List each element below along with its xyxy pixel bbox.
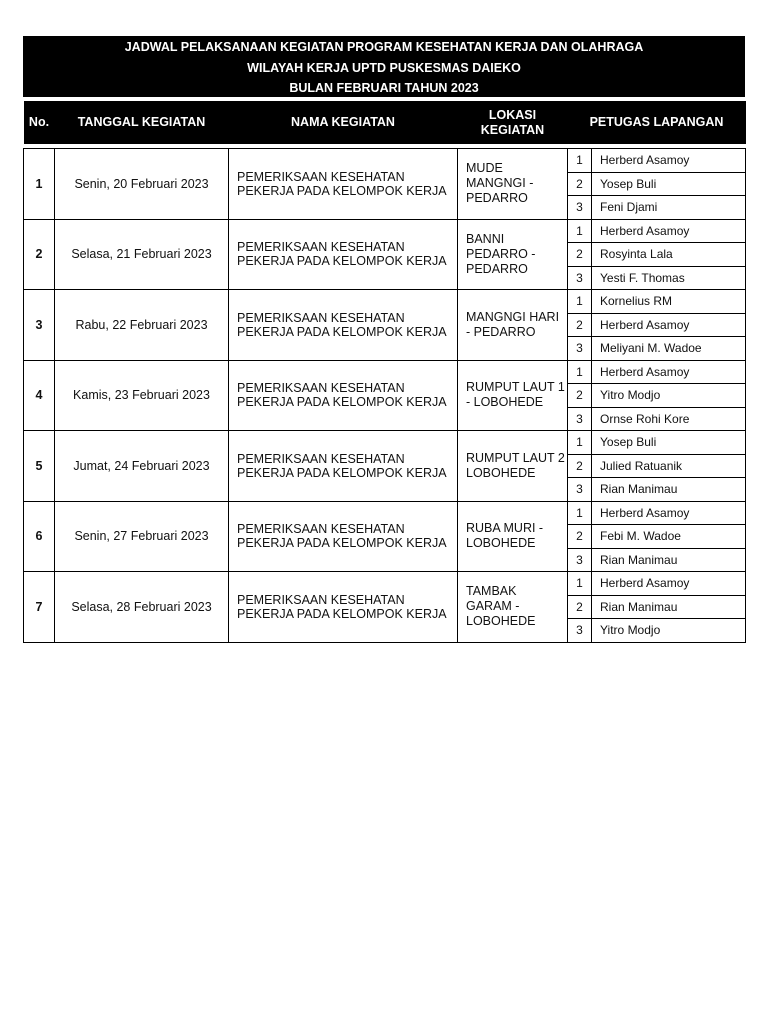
- officer-name: Rian Manimau: [592, 595, 746, 619]
- officer-number: 3: [568, 478, 592, 502]
- officer-number: 2: [568, 595, 592, 619]
- officer-name: Rian Manimau: [592, 548, 746, 572]
- table-row: [24, 360, 746, 384]
- officer-name: Herberd Asamoy: [592, 149, 746, 173]
- activity-location: [458, 572, 568, 643]
- title-line-3: BULAN FEBRUARI TAHUN 2023: [289, 81, 479, 95]
- activity-name-line: PEKERJA PADA KELOMPOK KERJA: [237, 324, 447, 339]
- activity-location: [458, 149, 568, 220]
- table-row: [24, 290, 746, 314]
- officer-name: Febi M. Wadoe: [592, 525, 746, 549]
- officer-number: 2: [568, 525, 592, 549]
- activity-date: Kamis, 23 Februari 2023: [55, 360, 229, 431]
- officer-number: 3: [568, 266, 592, 290]
- officer-name: Julied Ratuanik: [592, 454, 746, 478]
- location-line: RUMPUT LAUT 2: [466, 450, 565, 465]
- location-line: LOBOHEDE: [466, 465, 536, 480]
- officer-name: Feni Djami: [592, 196, 746, 220]
- activity-location: [458, 360, 568, 431]
- table-row: [24, 149, 746, 173]
- location-line: GARAM -: [466, 599, 520, 614]
- officer-name: Yosep Buli: [592, 431, 746, 455]
- location-line: PEDARRO: [466, 261, 528, 276]
- location-line: RUBA MURI -: [466, 521, 544, 536]
- activity-date: Jumat, 24 Februari 2023: [55, 431, 229, 502]
- row-number: 3: [24, 290, 55, 361]
- officer-number: 3: [568, 548, 592, 572]
- table-row: [24, 431, 746, 455]
- location-line: LOBOHEDE: [466, 536, 536, 551]
- location-line: LOBOHEDE: [466, 614, 536, 629]
- row-number: 6: [24, 501, 55, 572]
- table-body: [24, 149, 746, 643]
- table-row: [24, 219, 746, 243]
- activity-name-line: PEKERJA PADA KELOMPOK KERJA: [237, 183, 447, 198]
- location-line: PEDARRO: [466, 191, 528, 206]
- officer-name: Ornse Rohi Kore: [592, 407, 746, 431]
- activity-location: [458, 219, 568, 290]
- activity-name-line: PEKERJA PADA KELOMPOK KERJA: [237, 536, 447, 551]
- activity-location: [458, 501, 568, 572]
- officer-name: Herberd Asamoy: [592, 313, 746, 337]
- title-line-2: WILAYAH KERJA UPTD PUSKESMAS DAIEKO: [247, 60, 521, 75]
- location-line: MANGNGI -: [466, 176, 534, 191]
- header-lokasi-line-2: KEGIATAN: [480, 122, 545, 137]
- activity-name-line: PEKERJA PADA KELOMPOK KERJA: [237, 395, 447, 410]
- header-lokasi: [458, 101, 568, 144]
- activity-name-line: PEMERIKSAAN KESEHATAN: [237, 169, 405, 184]
- officer-name: Herberd Asamoy: [592, 501, 746, 525]
- officer-name: Meliyani M. Wadoe: [592, 337, 746, 361]
- officer-number: 2: [568, 313, 592, 337]
- header-tanggal: TANGGAL KEGIATAN: [55, 101, 229, 144]
- location-line: PEDARRO -: [466, 246, 536, 261]
- officer-number: 1: [568, 360, 592, 384]
- header-nama: NAMA KEGIATAN: [229, 101, 458, 144]
- officer-number: 1: [568, 431, 592, 455]
- location-line: - PEDARRO: [466, 324, 536, 339]
- officer-number: 2: [568, 243, 592, 267]
- activity-name: [229, 501, 458, 572]
- officer-number: 2: [568, 384, 592, 408]
- activity-date: Rabu, 22 Februari 2023: [55, 290, 229, 361]
- location-line: MANGNGI HARI: [466, 309, 560, 324]
- row-number: 1: [24, 149, 55, 220]
- row-number: 7: [24, 572, 55, 643]
- location-line: MUDE: [466, 161, 503, 176]
- row-number: 2: [24, 219, 55, 290]
- officer-number: 1: [568, 149, 592, 173]
- activity-location: [458, 290, 568, 361]
- officer-name: Kornelius RM: [592, 290, 746, 314]
- officer-name: Herberd Asamoy: [592, 360, 746, 384]
- location-line: RUMPUT LAUT 1: [466, 380, 565, 395]
- activity-name-line: PEKERJA PADA KELOMPOK KERJA: [237, 254, 447, 269]
- schedule-table: [23, 101, 746, 643]
- activity-name-line: PEMERIKSAAN KESEHATAN: [237, 451, 405, 466]
- officer-name: Herberd Asamoy: [592, 219, 746, 243]
- document-title: [23, 36, 745, 97]
- location-line: BANNI: [466, 231, 505, 246]
- activity-name-line: PEMERIKSAAN KESEHATAN: [237, 310, 405, 325]
- table-row: [24, 572, 746, 596]
- officer-number: 1: [568, 572, 592, 596]
- header-no: No.: [24, 101, 55, 144]
- officer-name: Herberd Asamoy: [592, 572, 746, 596]
- activity-name: [229, 149, 458, 220]
- activity-name: [229, 290, 458, 361]
- row-number: 4: [24, 360, 55, 431]
- activity-date: Senin, 20 Februari 2023: [55, 149, 229, 220]
- table-row: [24, 501, 746, 525]
- activity-location: [458, 431, 568, 502]
- activity-name: [229, 431, 458, 502]
- location-line: - LOBOHEDE: [466, 395, 544, 410]
- location-line: TAMBAK: [466, 584, 517, 599]
- officer-name: Rian Manimau: [592, 478, 746, 502]
- officer-name: Yesti F. Thomas: [592, 266, 746, 290]
- activity-name-line: PEMERIKSAAN KESEHATAN: [237, 381, 405, 396]
- officer-number: 1: [568, 501, 592, 525]
- title-line-1: JADWAL PELAKSANAAN KEGIATAN PROGRAM KESEHATAN KERJA DAN OLAHRAGA: [124, 40, 644, 54]
- officer-name: Yitro Modjo: [592, 619, 746, 643]
- officer-number: 3: [568, 619, 592, 643]
- activity-date: Selasa, 28 Februari 2023: [55, 572, 229, 643]
- officer-number: 2: [568, 172, 592, 196]
- officer-number: 1: [568, 219, 592, 243]
- officer-number: 1: [568, 290, 592, 314]
- activity-name: [229, 219, 458, 290]
- header-petugas: PETUGAS LAPANGAN: [568, 101, 746, 144]
- table-header-row: [24, 101, 746, 144]
- officer-name: Yosep Buli: [592, 172, 746, 196]
- officer-number: 3: [568, 196, 592, 220]
- activity-name-line: PEMERIKSAAN KESEHATAN: [237, 240, 405, 255]
- row-number: 5: [24, 431, 55, 502]
- officer-number: 3: [568, 337, 592, 361]
- activity-name-line: PEKERJA PADA KELOMPOK KERJA: [237, 465, 447, 480]
- schedule-document: [23, 36, 745, 643]
- activity-name: [229, 572, 458, 643]
- officer-number: 3: [568, 407, 592, 431]
- activity-name: [229, 360, 458, 431]
- header-lokasi-line-1: LOKASI: [488, 107, 537, 122]
- officer-number: 2: [568, 454, 592, 478]
- officer-name: Yitro Modjo: [592, 384, 746, 408]
- activity-name-line: PEMERIKSAAN KESEHATAN: [237, 522, 405, 537]
- activity-name-line: PEMERIKSAAN KESEHATAN: [237, 592, 405, 607]
- officer-name: Rosyinta Lala: [592, 243, 746, 267]
- activity-date: Selasa, 21 Februari 2023: [55, 219, 229, 290]
- activity-name-line: PEKERJA PADA KELOMPOK KERJA: [237, 606, 447, 621]
- activity-date: Senin, 27 Februari 2023: [55, 501, 229, 572]
